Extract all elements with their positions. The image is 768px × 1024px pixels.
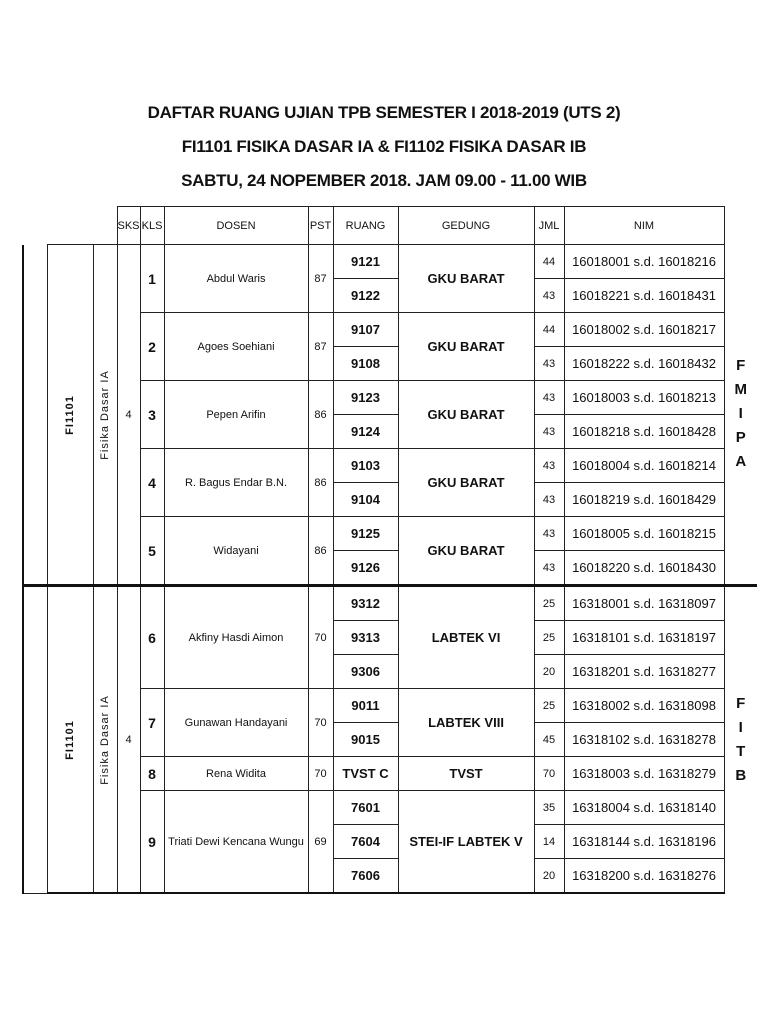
participant-count: 87 [308,245,333,313]
course-code: FI1101 [64,394,76,435]
room-student-count: 70 [534,757,564,791]
faculty-letter: P [735,429,746,447]
nim-range: 16318004 s.d. 16318140 [564,791,724,825]
lecturer-name: Widayani [164,517,308,586]
room-code: 9126 [333,551,398,586]
nim-range: 16018005 s.d. 16018215 [564,517,724,551]
lecturer-name: Rena Widita [164,757,308,791]
lecturer-name: Akfiny Hasdi Aimon [164,586,308,689]
nim-range: 16018220 s.d. 16018430 [564,551,724,586]
header-blank [23,207,47,245]
room-code: 9015 [333,723,398,757]
course-name: Fisika Dasar IA [99,694,111,785]
group-left-border [23,586,47,894]
room-student-count: 43 [534,381,564,415]
class-number: 4 [140,449,164,517]
course-name-cell [93,245,117,586]
lecturer-name: Triati Dewi Kencana Wungu [164,791,308,894]
faculty-label-cell [724,245,757,586]
header-blank [93,207,117,245]
room-code: 7601 [333,791,398,825]
participant-count: 70 [308,689,333,757]
exam-room-table [22,206,757,894]
room-student-count: 35 [534,791,564,825]
nim-range: 16018222 s.d. 16018432 [564,347,724,381]
nim-range: 16018221 s.d. 16018431 [564,279,724,313]
class-number: 9 [140,791,164,894]
room-code: 9104 [333,483,398,517]
room-student-count: 25 [534,586,564,621]
room-code: 9108 [333,347,398,381]
room-student-count: 20 [534,859,564,894]
building-name: GKU BARAT [398,313,534,381]
title-line-3: SABTU, 24 NOPEMBER 2018. JAM 09.00 - 11.00 WIB [181,171,587,190]
participant-count: 70 [308,586,333,689]
room-code: 7606 [333,859,398,894]
room-code: 9124 [333,415,398,449]
participant-count: 86 [308,381,333,449]
room-student-count: 43 [534,517,564,551]
room-student-count: 43 [534,347,564,381]
faculty-letter: M [734,381,748,399]
room-student-count: 43 [534,483,564,517]
course-name: Fisika Dasar IA [99,369,111,460]
room-student-count: 44 [534,245,564,279]
nim-range: 16318200 s.d. 16318276 [564,859,724,894]
header-gedung: GEDUNG [398,207,534,245]
course-name-cell [93,586,117,894]
participant-count: 86 [308,517,333,586]
room-student-count: 43 [534,449,564,483]
faculty-letter: I [738,405,743,423]
document-title-block [0,96,768,198]
sks-cell: 4 [117,586,140,894]
room-code: 9121 [333,245,398,279]
lecturer-name: Pepen Arifin [164,381,308,449]
nim-range: 16018218 s.d. 16018428 [564,415,724,449]
nim-range: 16318003 s.d. 16318279 [564,757,724,791]
sks-cell: 4 [117,245,140,586]
nim-range: 16018001 s.d. 16018216 [564,245,724,279]
header-blank [724,207,757,245]
building-name: LABTEK VIII [398,689,534,757]
nim-range: 16318101 s.d. 16318197 [564,621,724,655]
participant-count: 69 [308,791,333,894]
building-name: GKU BARAT [398,381,534,449]
lecturer-name: Agoes Soehiani [164,313,308,381]
faculty-letter: B [735,767,747,784]
header-sks: SKS [117,207,140,245]
room-student-count: 43 [534,551,564,586]
table-header-row [23,207,757,245]
class-number: 6 [140,586,164,689]
nim-range: 16018219 s.d. 16018429 [564,483,724,517]
building-name: GKU BARAT [398,245,534,313]
class-number: 8 [140,757,164,791]
room-code: 9313 [333,621,398,655]
nim-range: 16318144 s.d. 16318196 [564,825,724,859]
course-code-cell [47,586,93,894]
title-line-1: DAFTAR RUANG UJIAN TPB SEMESTER I 2018-2019 (UTS 2) [147,103,621,122]
class-number: 7 [140,689,164,757]
class-number: 1 [140,245,164,313]
table-row [23,586,757,621]
room-student-count: 45 [534,723,564,757]
nim-range: 16318001 s.d. 16318097 [564,586,724,621]
room-student-count: 25 [534,621,564,655]
group-left-border [23,245,47,586]
header-blank [47,207,93,245]
lecturer-name: Gunawan Handayani [164,689,308,757]
header-nim: NIM [564,207,724,245]
class-number: 2 [140,313,164,381]
nim-range: 16318002 s.d. 16318098 [564,689,724,723]
room-student-count: 43 [534,279,564,313]
room-student-count: 43 [534,415,564,449]
building-name: TVST [398,757,534,791]
course-code-cell [47,245,93,586]
header-dosen: DOSEN [164,207,308,245]
room-student-count: 44 [534,313,564,347]
faculty-letter: T [736,743,746,760]
room-code: 9123 [333,381,398,415]
room-student-count: 20 [534,655,564,689]
course-code: FI1101 [64,719,76,760]
lecturer-name: Abdul Waris [164,245,308,313]
participant-count: 87 [308,313,333,381]
header-pst: PST [308,207,333,245]
room-student-count: 14 [534,825,564,859]
room-code: TVST C [333,757,398,791]
building-name: LABTEK VI [398,586,534,689]
room-code: 9011 [333,689,398,723]
participant-count: 86 [308,449,333,517]
nim-range: 16318201 s.d. 16318277 [564,655,724,689]
building-name: STEI-IF LABTEK V [398,791,534,894]
room-code: 9306 [333,655,398,689]
nim-range: 16318102 s.d. 16318278 [564,723,724,757]
faculty-letter: F [736,357,746,375]
participant-count: 70 [308,757,333,791]
lecturer-name: R. Bagus Endar B.N. [164,449,308,517]
building-name: GKU BARAT [398,449,534,517]
nim-range: 16018002 s.d. 16018217 [564,313,724,347]
faculty-label-cell [724,586,757,894]
room-code: 7604 [333,825,398,859]
table-row [23,245,757,279]
room-code: 9107 [333,313,398,347]
faculty-letter: F [736,695,746,712]
header-kls: KLS [140,207,164,245]
faculty-letter: I [738,719,743,736]
header-ruang: RUANG [333,207,398,245]
building-name: GKU BARAT [398,517,534,586]
title-line-2: FI1101 FISIKA DASAR IA & FI1102 FISIKA DASAR IB [181,137,587,156]
faculty-letter: A [735,453,747,471]
class-number: 5 [140,517,164,586]
nim-range: 16018003 s.d. 16018213 [564,381,724,415]
room-code: 9125 [333,517,398,551]
class-number: 3 [140,381,164,449]
room-code: 9312 [333,586,398,621]
nim-range: 16018004 s.d. 16018214 [564,449,724,483]
room-code: 9122 [333,279,398,313]
room-code: 9103 [333,449,398,483]
header-jml: JML [534,207,564,245]
room-student-count: 25 [534,689,564,723]
